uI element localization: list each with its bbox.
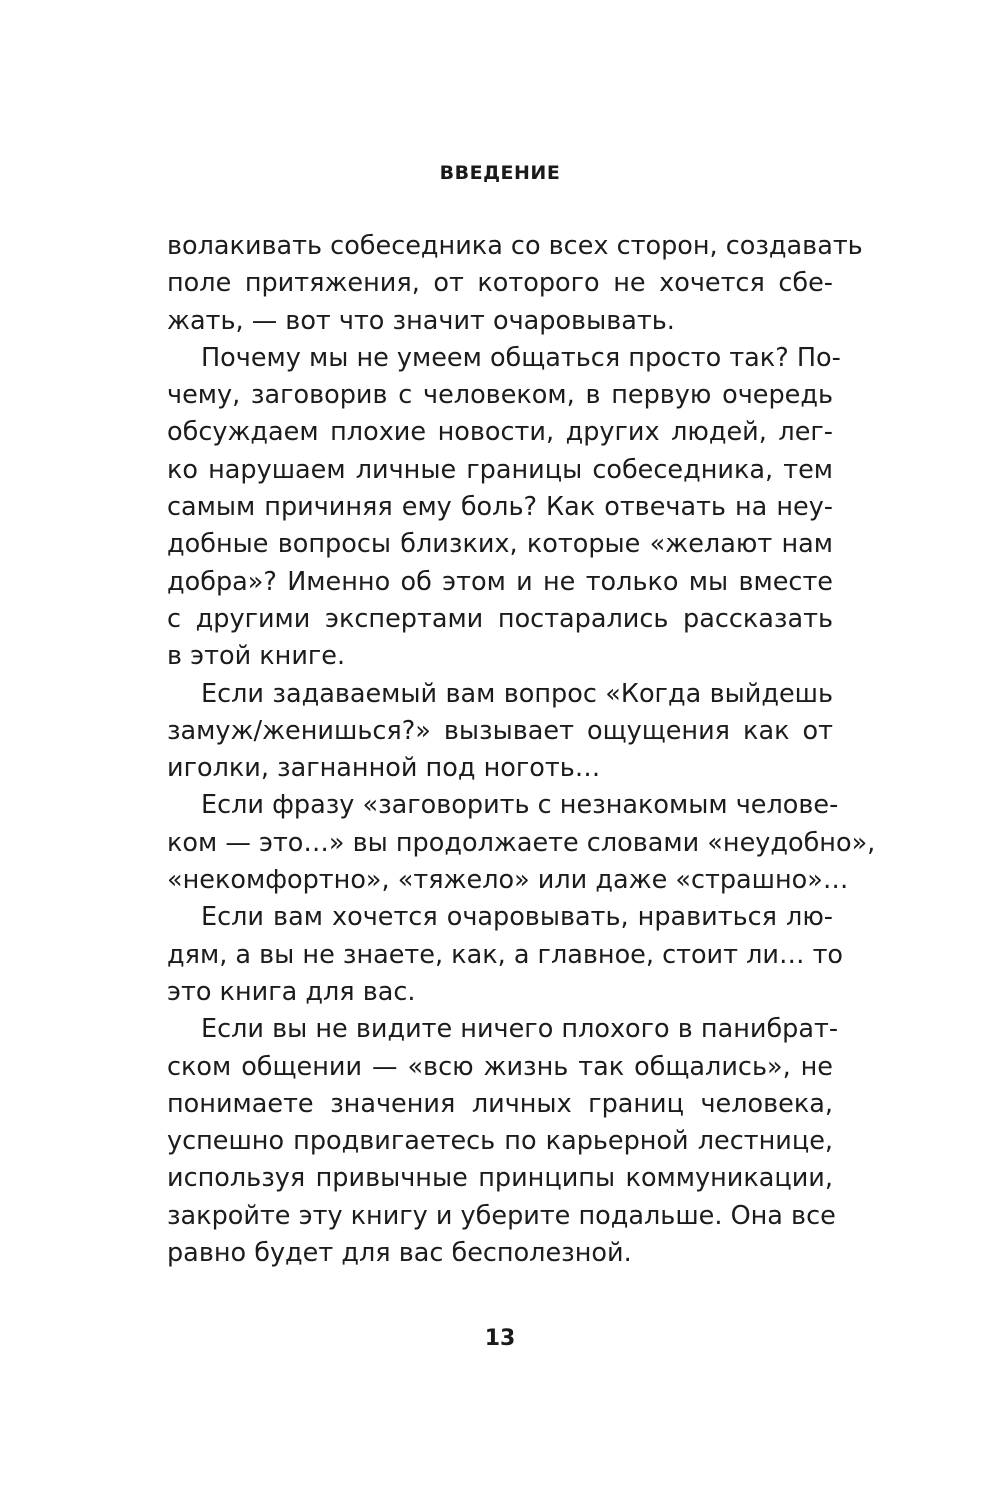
text-line: используя привычные принципы коммуникации, <box>167 1163 833 1194</box>
text-line: поле притяжения, от которого не хочется сбе- <box>167 268 833 299</box>
text-line: иголки, загнанной под ноготь… <box>167 753 601 784</box>
text-line: самым причиняя ему боль? Как отвечать на неу- <box>167 492 833 523</box>
text-line: Если вы не видите ничего плохого в панибрат- <box>201 1014 839 1045</box>
text-line: Почему мы не умеем общаться просто так? По- <box>201 342 841 373</box>
running-header: ВВЕДЕНИЕ <box>439 162 561 184</box>
text-line: закройте эту книгу и уберите подальше. Она все <box>167 1200 836 1231</box>
text-line: равно будет для вас бесполезной. <box>167 1238 632 1269</box>
page-number: 13 <box>484 1326 516 1351</box>
text-line: волакивать собеседника со всех сторон, создавать <box>167 231 863 261</box>
text-line: с другими экспертами постарались рассказать <box>167 603 833 634</box>
text-line: обсуждаем плохие новости, других людей, лег- <box>167 417 833 448</box>
text-line: Если задаваемый вам вопрос «Когда выйдешь <box>201 678 833 709</box>
body-text <box>167 228 876 1272</box>
text-line: успешно продвигаетесь по карьерной лестнице, <box>167 1126 833 1157</box>
text-line: Если вам хочется очаровывать, нравиться лю- <box>201 902 833 933</box>
text-line: в этой книге. <box>167 641 346 672</box>
text-line: Если фразу «заговорить с незнакомым челове- <box>201 790 839 821</box>
text-line: добные вопросы близких, которые «желают нам <box>167 529 833 560</box>
text-line: это книга для вас. <box>167 976 416 1007</box>
text-line: понимаете значения личных границ человека, <box>167 1088 833 1119</box>
text-line: ком — это…» вы продолжаете словами «неудобно», <box>167 827 876 858</box>
text-line: дям, а вы не знаете, как, а главное, стоит ли… то <box>167 939 844 970</box>
text-line: ко нарушаем личные границы собеседника, тем <box>167 454 833 485</box>
text-line: жать, — вот что значит очаровывать. <box>167 305 675 336</box>
text-line: ском общении — «всю жизнь так общались», не <box>167 1051 833 1082</box>
text-line: чему, заговорив с человеком, в первую очередь <box>167 380 833 411</box>
text-line: замуж/женишься?» вызывает ощущения как от <box>167 715 833 746</box>
text-line: «некомфортно», «тяжело» или даже «страшно»… <box>167 865 849 896</box>
text-line: добра»? Именно об этом и не только мы вместе <box>167 566 833 597</box>
